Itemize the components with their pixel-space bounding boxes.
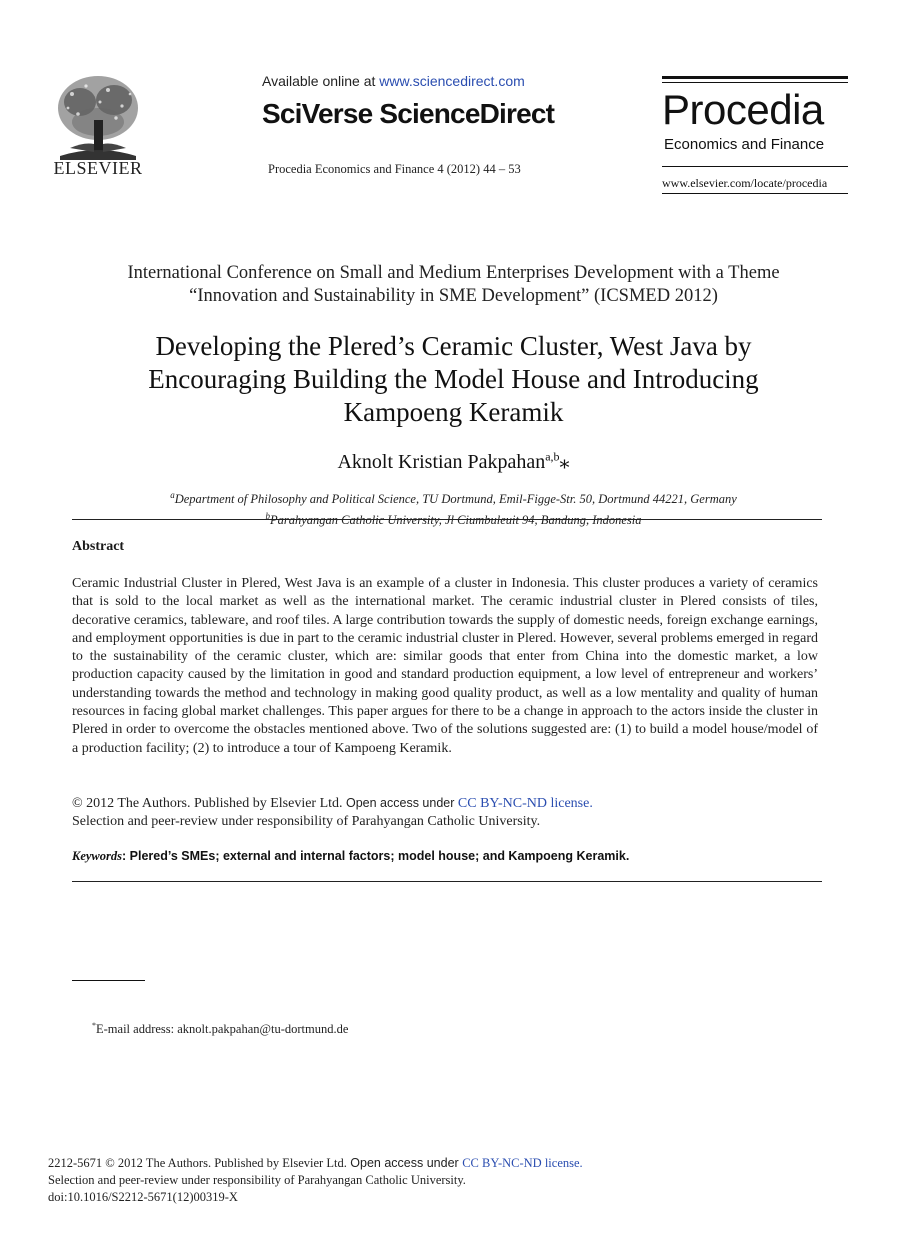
author-name: Aknolt Kristian Pakpahan	[337, 451, 546, 473]
affiliation-mark: b	[265, 511, 270, 522]
procedia-bottom-rule	[662, 193, 848, 194]
affiliations	[40, 487, 867, 529]
section-divider-bottom	[72, 881, 822, 882]
abstract-body: Ceramic Industrial Cluster in Plered, West Java is an example of a cluster in Indonesia. This cluster produces a variety of ceramics that is sold to the local market as well as the international market. The ceramic industrial cluster in Plered consists of tiles, decorative ceramics, tableware, and roof tiles. A large contribution towards the supply of domestic needs, foreign exchange earnings, and employment opportunities is due in part to the ceramic industrial cluster in Plered. However, several problems emerged in regard to the sustainability of the ceramic cluster, which are: similar goods that enter from China into the domestic market, a low production capacity caused by the limitation in good and standard production equipment, a low level of entrepreneur and workers’ understanding towards the method and technology in making good quality product, as well as a low mentality and quality of human resources in facing global market challenges. This paper argues for there to be a change in approach to the actors inside the cluster in Plered in order to overcome the obstacles mentioned above. Two of the solutions suggested are: (1) to build a model house/model of a production facility; (2) to introduce a tour of Kampoeng Keramik.	[72, 576, 819, 756]
affiliation-mark: a	[170, 490, 175, 500]
available-prefix: Available online at	[262, 73, 380, 89]
keywords-label: Keywords	[72, 849, 122, 863]
author-line	[40, 449, 867, 474]
affiliation-text: Parahyangan Catholic University, Jl Ciumbuleuit 94, Bandung, Indonesia	[270, 513, 642, 528]
footer-license-link[interactable]: CC BY-NC-ND license.	[462, 1156, 583, 1170]
footnote-mark: *	[92, 1021, 96, 1030]
license-link[interactable]: CC BY-NC-ND license.	[457, 796, 593, 811]
copyright-text: © 2012 The Authors. Published by Elsevier Ltd.	[72, 796, 343, 811]
page-footer	[48, 1155, 848, 1205]
affiliation-a	[40, 487, 867, 508]
footer-open-access: Open access under	[346, 1156, 463, 1170]
footer-doi[interactable]: doi:10.1016/S2212-5671(12)00319-X	[48, 1189, 238, 1204]
sciencedirect-link[interactable]: www.sciencedirect.com	[379, 73, 525, 89]
journal-logo-subtitle: Economics and Finance	[664, 136, 825, 153]
open-access-text: Open access under	[342, 796, 458, 810]
available-online-line	[262, 73, 525, 89]
section-divider	[72, 519, 822, 520]
footnote	[92, 1021, 348, 1037]
copyright-line-2: Selection and peer-review under responsibility of Parahyangan Catholic University.	[72, 814, 541, 829]
conference-info	[40, 262, 867, 308]
footnote-rule	[72, 980, 145, 981]
author-affiliation-marks: a,b	[545, 449, 560, 464]
procedia-top-rule-thin	[662, 82, 848, 83]
abstract-heading: Abstract	[72, 539, 125, 554]
procedia-top-rule	[662, 76, 848, 79]
procedia-mid-rule	[662, 166, 848, 167]
publisher-name: ELSEVIER	[53, 158, 143, 178]
footer-line-1	[48, 1155, 848, 1172]
affiliation-text: Department of Philosophy and Political Science, TU Dortmund, Emil-Figge-Str. 50, Dortmund 44221, Germany	[174, 492, 737, 507]
paper-title	[40, 330, 867, 429]
footnote-email[interactable]: E-mail address: aknolt.pakpahan@tu-dortmund.de	[96, 1022, 349, 1037]
title-line-1: Developing the Plered’s Ceramic Cluster, West Java by	[155, 331, 752, 361]
journal-reference: Procedia Economics and Finance 4 (2012) 44 – 53	[268, 162, 521, 176]
title-line-2: Encouraging Building the Model House and Introducing	[148, 364, 759, 394]
corresponding-author-mark[interactable]: ⁎	[559, 451, 570, 473]
conference-acronym: (ICSMED 2012)	[589, 286, 718, 306]
journal-logo-title: Procedia	[662, 86, 824, 133]
keywords-value: : Plered’s SMEs; external and internal factors; model house; and Kampoeng Keramik.	[122, 849, 630, 863]
copyright-block	[72, 794, 818, 831]
title-line-3: Kampoeng Keramik	[343, 397, 564, 427]
footer-line-2: Selection and peer-review under responsibility of Parahyangan Catholic University.	[48, 1172, 466, 1187]
keywords-line	[72, 849, 818, 864]
conference-line-1: International Conference on Small and Medium Enterprises Development with a Theme	[127, 263, 780, 283]
footer-issn-copyright: 2212-5671 © 2012 The Authors. Published by Elsevier Ltd.	[48, 1156, 347, 1170]
platform-logo-text: SciVerse ScienceDirect	[262, 98, 555, 129]
conference-line-2	[40, 285, 867, 308]
conference-theme: “Innovation and Sustainability in SME Development”	[189, 286, 590, 306]
copyright-line-1	[72, 794, 818, 813]
journal-url-link[interactable]: www.elsevier.com/locate/procedia	[662, 176, 828, 190]
